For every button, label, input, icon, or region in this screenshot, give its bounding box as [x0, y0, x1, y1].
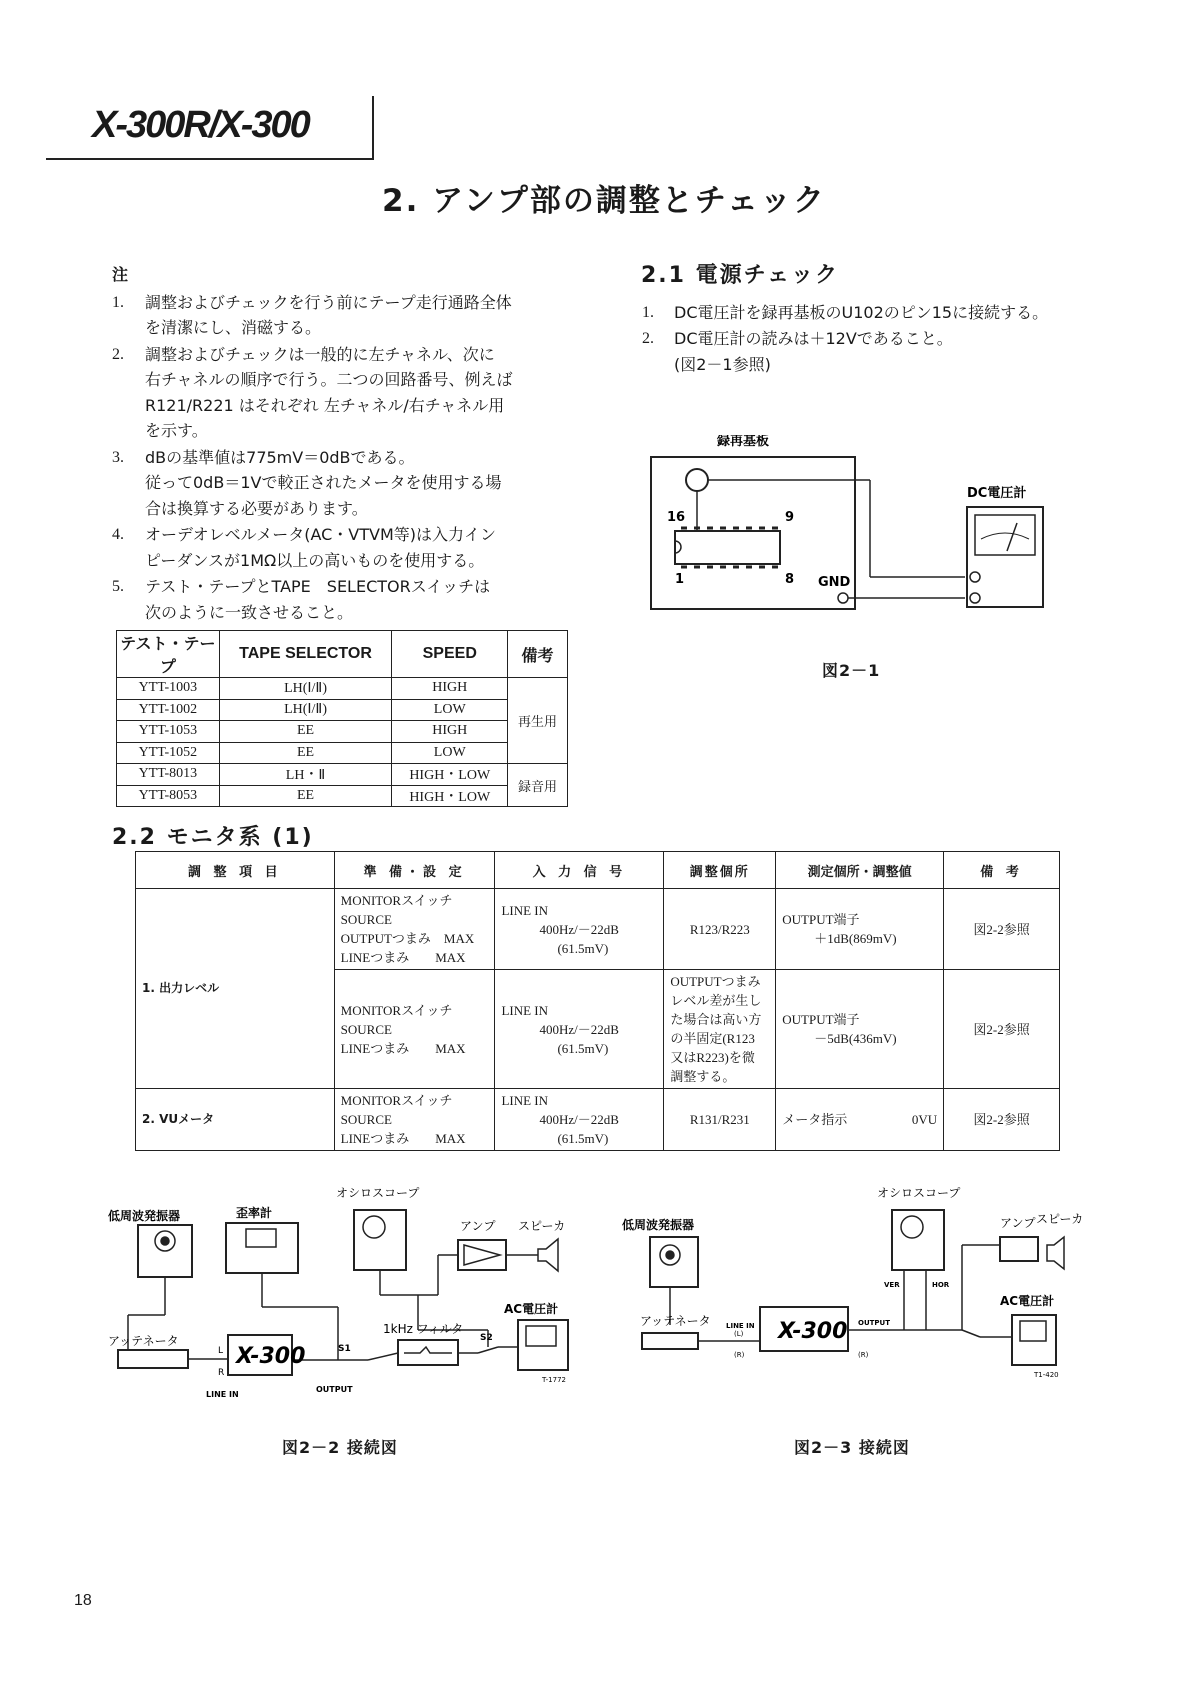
col-header: 調 整 項 目 [136, 852, 335, 889]
cell: LH(Ⅰ/Ⅱ) [219, 678, 392, 700]
cell-line: MONITORスイッチ SOURCE [340, 1002, 453, 1037]
table-row [117, 678, 568, 700]
remark-cell: 再生用 [508, 678, 568, 764]
page-number: 18 [74, 1592, 92, 1609]
setup-cell [334, 889, 495, 970]
l-label: L [218, 1346, 224, 1356]
cell: YTT-1052 [117, 742, 220, 764]
device-label: X-300 [236, 1344, 306, 1369]
cell: HIGH [392, 721, 508, 743]
table-header-row [136, 852, 1060, 889]
distortion-label: 歪率計 [236, 1206, 273, 1220]
cell-line: (61.5mV) [557, 940, 609, 956]
notes-block [112, 262, 567, 626]
gnd-label: GND [818, 575, 851, 590]
remark-cell: 図2-2参照 [944, 889, 1060, 970]
note-item [112, 522, 567, 573]
note-line: を示す。 [145, 421, 208, 440]
measure-cell [776, 1089, 944, 1151]
dc-voltmeter [967, 507, 1043, 607]
note-item [112, 445, 567, 522]
fig21-caption: 図2－1 [822, 661, 881, 680]
header-rule [46, 158, 374, 160]
cell-line: (61.5mV) [557, 1040, 609, 1056]
cell-line: レベル差が生し [670, 993, 762, 1008]
cell: LOW [392, 699, 508, 721]
note-number: 2. [112, 345, 124, 363]
table-row [117, 764, 568, 786]
col-header: TAPE SELECTOR [219, 631, 392, 678]
table-row [117, 742, 568, 764]
monitor-title: 2.2 モニタ系 (1) [112, 825, 314, 850]
remark-cell: 図2-2参照 [944, 970, 1060, 1089]
monitor-table [135, 851, 1060, 1151]
note-number: 3. [112, 448, 124, 466]
note-number: 1. [112, 293, 124, 311]
cell-text: 0VU [911, 1112, 938, 1127]
note-line: 合は換算する必要があります。 [145, 498, 368, 518]
left-label: (L) [734, 1330, 744, 1338]
cell: EE [219, 742, 392, 764]
cell-line: 調整する。 [670, 1069, 736, 1084]
fig21-diagram [645, 435, 1075, 635]
note-line: テスト・テープとTAPE SELECTORスイッチは [145, 577, 491, 596]
power-check-list [642, 300, 1048, 378]
filter-label: 1kHz フィルタ [383, 1322, 464, 1336]
col-header: 測定個所・調整値 [776, 852, 944, 889]
s2-label: S2 [480, 1333, 493, 1343]
note-line: 調整およびチェックを行う前にテープ走行通路全体 [145, 292, 512, 312]
fig22-diagram [108, 1185, 588, 1405]
group-label: 2. VUメータ [136, 1089, 335, 1151]
speaker-label: スピーカ [518, 1219, 566, 1233]
col-header: 調整個所 [664, 852, 776, 889]
note-item [112, 574, 567, 625]
cell: HIGH [392, 678, 508, 700]
table-row [117, 785, 568, 807]
item-text: DC電圧計を録再基板のU102のピン15に接続する。 [674, 303, 1049, 322]
note-line: 調整およびチェックは一般的に左チャネル、次に [145, 344, 495, 364]
col-header: 準 備・設 定 [334, 852, 495, 889]
note-line: オーデオレベルメータ(AC・VTVM等)は入力イン [145, 525, 496, 544]
table-row [136, 1089, 1060, 1151]
cell-line: (61.5mV) [557, 1131, 609, 1146]
cell-line: OUTPUT端子 [782, 912, 860, 927]
osc-label: 低周波発振器 [108, 1209, 181, 1223]
cell-line: ＋1dB(869mV) [814, 931, 897, 946]
ver-label: VER [884, 1281, 900, 1289]
cell: YTT-1003 [117, 678, 220, 700]
cell-line: の半固定(R123 [670, 1031, 755, 1046]
setup-cell [334, 970, 495, 1089]
remark-cell: 図2-2参照 [944, 1089, 1060, 1151]
cell-line: LINEつまみ MAX [340, 950, 466, 965]
pin-1: 1 [675, 572, 685, 587]
fig23-caption: 図2－3 接続図 [794, 1438, 910, 1457]
note-line: ピーダンスが1MΩ以上の高いものを使用する。 [145, 550, 485, 570]
table-row [117, 721, 568, 743]
scope-label: オシロスコープ [877, 1186, 961, 1200]
header-rule-vertical [372, 96, 374, 158]
cell: EE [219, 721, 392, 743]
attenuator-label: アッテネータ [640, 1314, 711, 1328]
col-header: SPEED [392, 631, 508, 678]
measure-cell [776, 889, 944, 970]
cell-text: メータ指示 [782, 1112, 848, 1127]
note-line: 右チャネルの順序で行う。二つの回路番号、例えば [145, 370, 513, 389]
pin-8: 8 [785, 572, 795, 587]
signal-cell [495, 889, 664, 970]
setup-cell [334, 1089, 495, 1151]
ac-meter-label: AC電圧計 [504, 1302, 559, 1316]
item-number: 1. [642, 304, 654, 321]
figure-2-2 [108, 1185, 588, 1405]
line-in-label: LINE IN [206, 1390, 239, 1399]
fig23-diagram [622, 1185, 1082, 1385]
cell: LH・Ⅱ [219, 764, 392, 786]
cell-line: 400Hz/－22dB [539, 1112, 619, 1127]
cell-line: LINEつまみ MAX [340, 1040, 466, 1056]
table-row [117, 699, 568, 721]
tape-table [116, 630, 568, 807]
group-label: 1. 出力レベル [136, 889, 335, 1089]
meter-label: DC電圧計 [967, 486, 1027, 501]
section-title: 2. アンプ部の調整とチェック [382, 183, 826, 219]
figure-2-1 [645, 435, 1075, 635]
cell: LOW [392, 742, 508, 764]
hor-label: HOR [932, 1281, 950, 1289]
model-title: X-300R/X-300 [92, 104, 309, 146]
col-header: テスト・テープ [117, 631, 220, 678]
item-number: 2. [642, 330, 654, 347]
notes-heading: 注 [112, 265, 129, 284]
table-row [136, 889, 1060, 970]
cell-line: MONITORスイッチ SOURCE [340, 893, 453, 927]
col-header: 入 力 信 号 [495, 852, 664, 889]
adjust-cell [664, 970, 776, 1089]
cell-line: OUTPUTつまみ MAX [340, 931, 475, 946]
note-item [112, 342, 567, 444]
col-header: 備 考 [944, 852, 1060, 889]
measure-cell [776, 970, 944, 1089]
osc-label: 低周波発振器 [622, 1218, 695, 1232]
cell-line: LINE IN [501, 1002, 549, 1018]
note-line: 従って0dB＝1Vで較正されたメータを使用する場 [145, 473, 502, 492]
cell: YTT-1002 [117, 699, 220, 721]
cell-line: 又はR223)を微 [670, 1050, 755, 1065]
output-label: OUTPUT [858, 1319, 890, 1327]
note-line: 次のように一致させること。 [145, 602, 354, 622]
note-line: dBの基準値は775mV＝0dBである。 [145, 447, 415, 467]
cell: LH(Ⅰ/Ⅱ) [219, 699, 392, 721]
signal-cell [495, 1089, 664, 1151]
cell-line: －5dB(436mV) [814, 1031, 897, 1046]
table-header-row [117, 631, 568, 678]
pin-9: 9 [785, 510, 795, 525]
list-item [642, 300, 1048, 326]
amp-label: アンプ [460, 1219, 496, 1233]
cell-line: OUTPUTつまみ [670, 974, 761, 989]
ac-meter-label: AC電圧計 [1000, 1294, 1055, 1308]
r-label: R [218, 1368, 225, 1378]
list-item [642, 326, 1048, 352]
figure-2-3 [622, 1185, 1082, 1385]
cell-line: OUTPUT端子 [782, 1012, 860, 1027]
speaker-label: スピーカ [1036, 1212, 1082, 1226]
note-line: R121/R221 はそれぞれ 左チャネル/右チャネル用 [145, 395, 505, 415]
cell: HIGH・LOW [392, 785, 508, 807]
s1-label: S1 [338, 1344, 351, 1354]
figure-reference: (図2－1参照) [674, 355, 771, 374]
scope-label: オシロスコープ [336, 1186, 420, 1200]
output-label: OUTPUT [316, 1385, 353, 1394]
adjust-cell: R123/R223 [664, 889, 776, 970]
amp-label: アンプ [1000, 1216, 1036, 1230]
line-in-label: LINE IN [726, 1322, 755, 1330]
attenuator-label: アッテネータ [108, 1334, 179, 1348]
adjust-cell: R131/R231 [664, 1089, 776, 1151]
note-number: 4. [112, 526, 124, 543]
cell-line: た場合は高い方 [670, 1012, 762, 1027]
cell-line: LINE IN [501, 1093, 549, 1108]
cell: YTT-1053 [117, 721, 220, 743]
note-line: を清潔にし、消磁する。 [145, 318, 322, 337]
test-point [686, 469, 708, 491]
cell: EE [219, 785, 392, 807]
signal-cell [495, 970, 664, 1089]
cell-line: 400Hz/－22dB [539, 1021, 619, 1037]
power-check-title: 2.1 電源チェック [641, 263, 839, 288]
note-item [112, 290, 567, 341]
pin-16: 16 [667, 510, 686, 525]
board-label: 録再基板 [717, 435, 770, 449]
ref-label: T-1772 [542, 1376, 566, 1384]
right-label: (R) [734, 1351, 745, 1359]
cell: YTT-8053 [117, 785, 220, 807]
ic-chip [675, 531, 780, 564]
item-text: DC電圧計の読みは＋12Vであること。 [674, 329, 953, 348]
note-number: 5. [112, 578, 124, 595]
cell-line: LINEつまみ MAX [340, 1131, 466, 1146]
fig22-caption: 図2－2 接続図 [282, 1438, 398, 1457]
cell-line: 400Hz/－22dB [539, 921, 619, 937]
col-header: 備考 [508, 631, 568, 678]
cell: YTT-8013 [117, 764, 220, 786]
ref-label: T1-420 [1034, 1371, 1059, 1379]
right-out-label: (R) [858, 1351, 869, 1359]
remark-cell: 録音用 [508, 764, 568, 807]
cell: HIGH・LOW [392, 764, 508, 786]
cell-line: LINE IN [501, 902, 549, 918]
device-label: X-300 [778, 1319, 848, 1344]
cell-line: MONITORスイッチ SOURCE [340, 1093, 453, 1127]
